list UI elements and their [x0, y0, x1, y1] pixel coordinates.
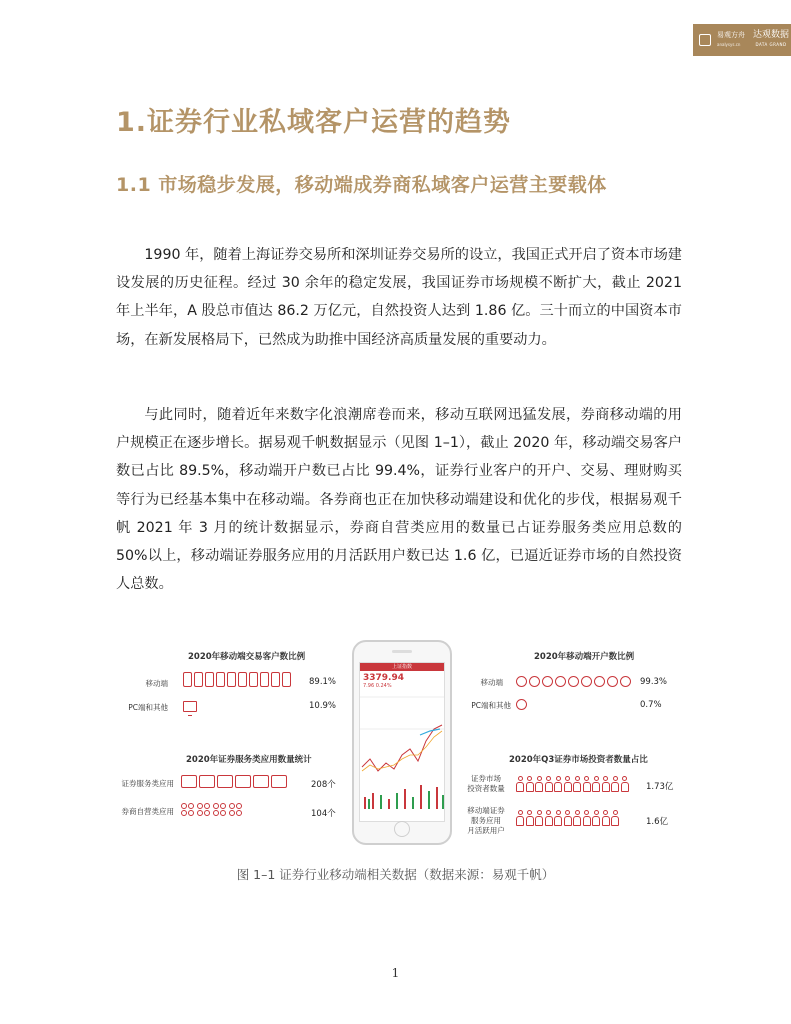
person-icon: [516, 776, 524, 793]
person-icon: [526, 776, 534, 793]
app-icon: [181, 775, 197, 788]
person-icon: [564, 810, 572, 827]
account-mobile-label: 移动端: [480, 678, 503, 687]
person-icon: [602, 810, 610, 827]
broker-app-value: 104个: [311, 809, 336, 819]
app-icon: [235, 775, 251, 788]
logo-right-name: 达观数据: [753, 30, 790, 40]
header-logo: [693, 24, 791, 56]
person-icon: [573, 776, 581, 793]
investor-count-label: 证券市场 投资者数量: [467, 774, 505, 793]
app-icon: [253, 775, 269, 788]
phone-home-button: [394, 821, 410, 837]
logo-right-sub: DATA GRAND: [755, 42, 787, 47]
person-icon: [583, 810, 591, 827]
clover-icon: [229, 803, 243, 817]
phone-icon: [205, 672, 214, 687]
mau-label: 移动端证券 服务应用 月活跃用户: [467, 806, 505, 835]
page-number: 1: [391, 966, 400, 980]
person-icons-1: [516, 776, 629, 793]
trade-ratio-title: 2020年移动端交易客户数比例: [188, 652, 306, 662]
face-icon: [620, 676, 631, 687]
clover-icon: [181, 803, 195, 817]
index-price: 3379.94: [363, 673, 404, 683]
app-icons: [181, 775, 287, 788]
app-icon: [217, 775, 233, 788]
face-icon: [529, 676, 540, 687]
logo-left-sub: analysys.cn: [717, 42, 741, 47]
face-icon: [568, 676, 579, 687]
person-icon: [545, 776, 553, 793]
account-pc-label: PC端和其他: [471, 701, 511, 710]
section-heading: 1.证券行业私域客户运营的趋势: [116, 107, 512, 138]
phone-icon: [271, 672, 280, 687]
trade-mobile-value: 89.1%: [309, 677, 337, 687]
mau-value: 1.6亿: [646, 817, 669, 827]
phone-mockup: [352, 640, 452, 845]
account-pc-value: 0.7%: [640, 700, 662, 710]
phone-icon: [249, 672, 258, 687]
phone-speaker: [392, 650, 412, 653]
account-ratio-title: 2020年移动端开户数比例: [534, 652, 635, 662]
clover-icon: [197, 803, 211, 817]
person-icon: [611, 810, 619, 827]
trade-pc-value: 10.9%: [309, 701, 337, 711]
account-mobile-value: 99.3%: [640, 677, 668, 687]
person-icon: [526, 810, 534, 827]
face-icon: [542, 676, 553, 687]
app-icon: [271, 775, 287, 788]
infographic-figure: [116, 640, 682, 855]
phone-icons: [183, 672, 291, 687]
person-icon: [621, 776, 629, 793]
app-count-title: 2020年证券服务类应用数量统计: [186, 755, 312, 765]
clover-icon: [213, 803, 227, 817]
person-icon: [554, 810, 562, 827]
stock-chart: [360, 689, 445, 814]
face-icon: [516, 699, 527, 710]
logo-left-name: 易观方舟: [717, 31, 745, 39]
person-icon: [535, 776, 543, 793]
phone-icon: [183, 672, 192, 687]
person-icon: [564, 776, 572, 793]
phone-icon: [227, 672, 236, 687]
investor-ratio-title: 2020年Q3证券市场投资者数量占比: [509, 755, 648, 765]
face-icon: [594, 676, 605, 687]
service-app-value: 208个: [311, 780, 336, 790]
person-icon: [545, 810, 553, 827]
phone-icon: [216, 672, 225, 687]
clover-icons: [181, 803, 243, 817]
person-icon: [573, 810, 581, 827]
phone-screen: [359, 662, 445, 822]
face-icons: [516, 676, 631, 687]
face-icon: [516, 676, 527, 687]
trade-pc-label: PC端和其他: [128, 703, 168, 712]
phone-icon: [238, 672, 247, 687]
face-icon: [581, 676, 592, 687]
person-icon: [583, 776, 591, 793]
screen-header: 上证指数: [360, 663, 444, 671]
person-icon: [611, 776, 619, 793]
logo-mark-icon: [699, 34, 711, 46]
computer-icon: [183, 701, 197, 712]
person-icon: [516, 810, 524, 827]
figure-caption: 图 1–1 证券行业移动端相关数据（数据来源：易观千帆）: [236, 867, 555, 882]
person-icon: [554, 776, 562, 793]
person-icon: [592, 776, 600, 793]
subsection-heading: 1.1 市场稳步发展，移动端成券商私域客户运营主要载体: [116, 174, 607, 196]
paragraph-2: 与此同时，随着近年来数字化浪潮席卷而来，移动互联网迅猛发展，券商移动端的用户规模正在逐步增长。据易观千帆数据显示（见图 1–1），截止 2020 年，移动端交易客户数已占比 89.5%，移动端开户数已占比 99.4%，证券行业客户的开户、交易、理财购买等行为已经基本集中在移动端。各券商也正在加快移动端建设和优化的步伐，根据易观千帆 2021 年 3 月的统计数据显示，券商自营类应用的数量已占证券服务类应用总数的 50%以上，移动端证券服务应用的月活跃用户数已达 1.6 亿，已逼近证券市场的自然投资人总数。: [116, 407, 682, 593]
index-change: 7.96 0.24%: [363, 683, 392, 689]
phone-icon: [260, 672, 269, 687]
face-icon: [607, 676, 618, 687]
phone-icon: [282, 672, 291, 687]
person-icon: [602, 776, 610, 793]
service-app-label: 证券服务类应用: [121, 779, 174, 788]
face-icon: [555, 676, 566, 687]
paragraph-1: 1990 年，随着上海证券交易所和深圳证券交易所的设立，我国正式开启了资本市场建设发展的历史征程。经过 30 余年的稳定发展，我国证券市场规模不断扩大，截止 2021 年上半年，A 股总市值达 86.2 万亿元，自然投资人达到 1.86 亿。三十而立的中国资本市场，在新发展格局下，已然成为助推中国经济高质量发展的重要动力。: [116, 247, 682, 348]
person-icons-2: [516, 810, 619, 827]
phone-icon: [194, 672, 203, 687]
trade-mobile-label: 移动端: [145, 679, 168, 688]
person-icon: [592, 810, 600, 827]
app-icon: [199, 775, 215, 788]
person-icon: [535, 810, 543, 827]
broker-app-label: 券商自营类应用: [121, 807, 174, 816]
investor-count-value: 1.73亿: [646, 782, 674, 792]
